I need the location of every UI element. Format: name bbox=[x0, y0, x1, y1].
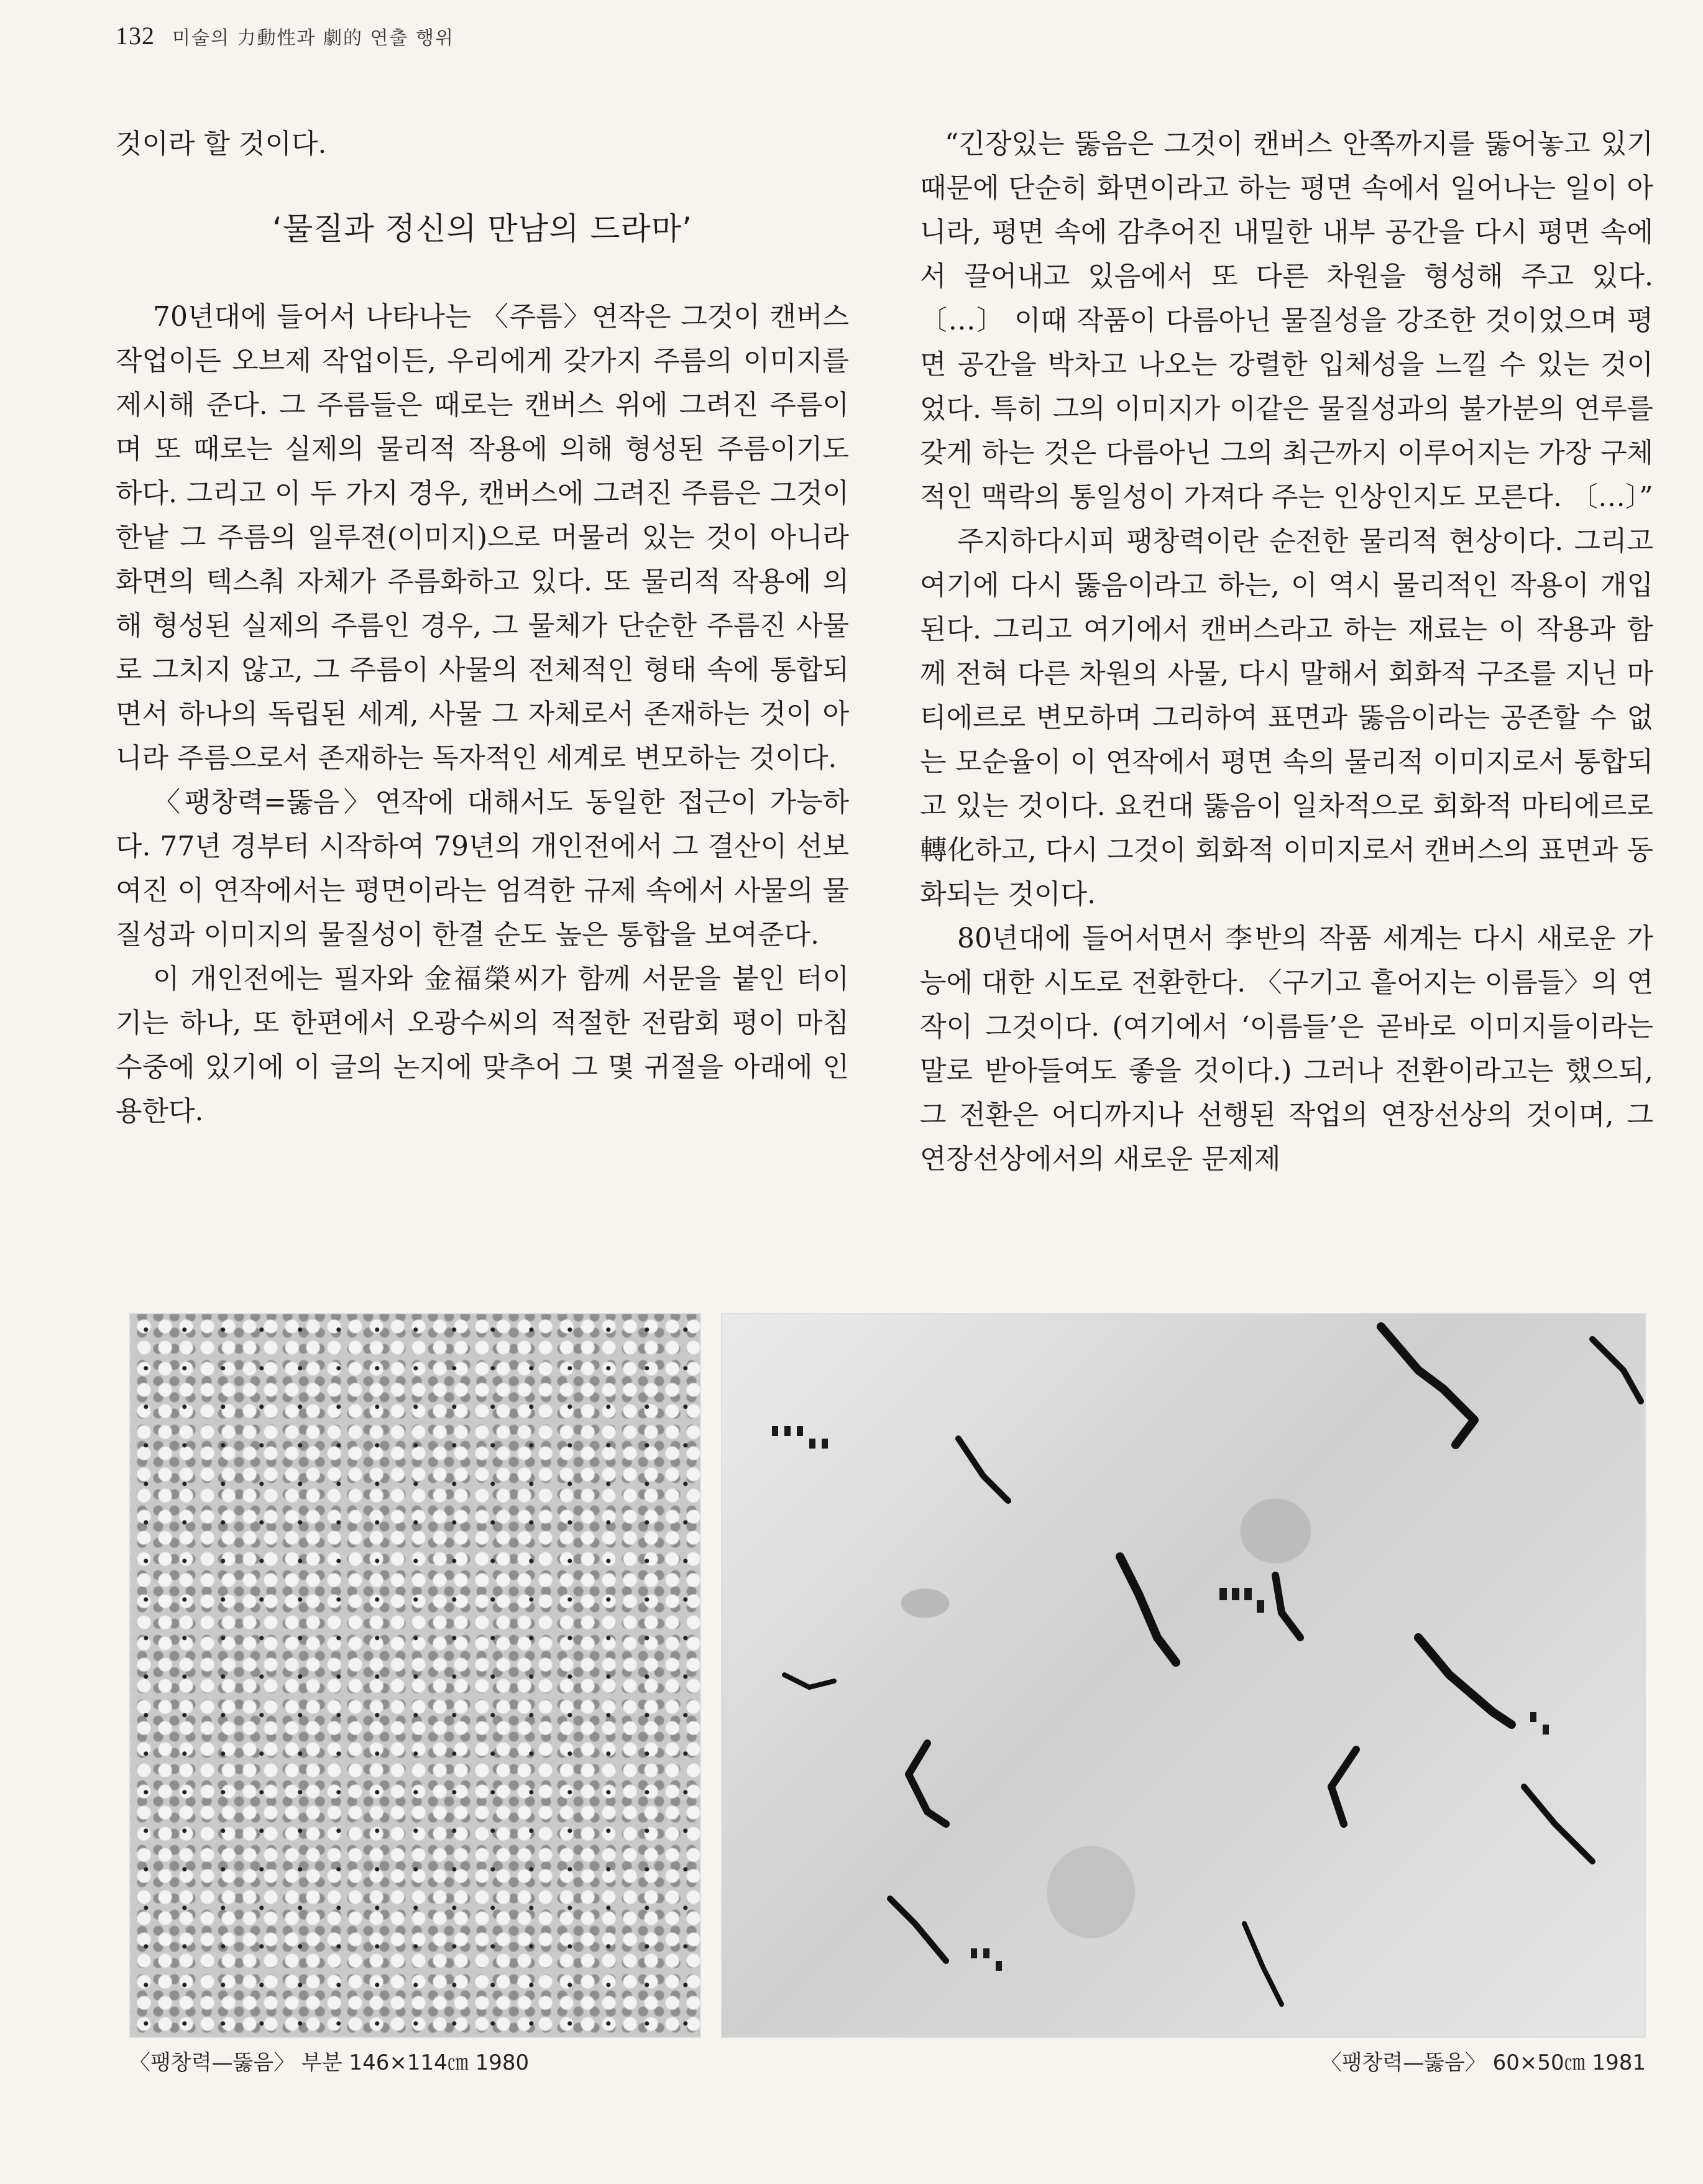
block-quote: “긴장있는 뚫음은 그것이 캔버스 안쪽까지를 뚫어놓고 있기 때문에 단순히 화면이라고 하는 평면 속에서 일어나는 일이 아니라, 평면 속에 감추어진 내밀한 내부 공간을 다시 평면 속에서 끌어내고 있음에서 또 다른 차원을 형성해 주고 있다. 〔…〕 이때 작품이 다름아닌 물질성을 강조한 것이었으며 평면 공간을 박차고 나오는 강렬한 입체성을 느낄 수 있는 것이었다. 특히 그의 이미지가 이같은 물질성과의 불가분의 연루를 갖게 하는 것은 다름아닌 그의 최근까지 이루어지는 가장 구체적인 맥락의 통일성이 가져다 주는 인상인지도 모른다. 〔…〕” bbox=[920, 128, 1653, 513]
figure-caption-left: 〈팽창력—뚫음〉 부분 146×114㎝ 1980 bbox=[129, 2050, 530, 2075]
section-heading: ‘물질과 정신의 만남의 드라마’ bbox=[272, 211, 693, 247]
paragraph: 주지하다시피 팽창력이란 순전한 물리적 현상이다. 그리고 여기에 다시 뚫음이라고 하는, 이 역시 물리적인 작용이 개입된다. 그리고 여기에서 캔버스라고 하는 재료는 이 작용과 함께 전혀 다른 차원의 사물, 다시 말해서 회화적 구조를 지닌 마티에르로 변모하며 그리하여 표면과 뚫음이라는 공존할 수 없는 모순율이 이 연작에서 평면 속의 물리적 이미지로서 통합되고 있는 것이다. 요컨대 뚫음이 일차적으로 회화적 마티에르로 轉化하고, 다시 그것이 회화적 이미지로서 캔버스의 표면과 동화되는 것이다. bbox=[920, 525, 1653, 910]
running-title: 미술의 力動性과 劇的 연출 행위 bbox=[172, 27, 454, 49]
paragraph-continuation: 것이라 할 것이다. bbox=[116, 128, 327, 160]
left-column bbox=[116, 122, 849, 1133]
paragraph: 70년대에 들어서 나타나는 〈주름〉연작은 그것이 캔버스 작업이든 오브제 작업이든, 우리에게 갖가지 주름의 이미지를 제시해 준다. 그 주름들은 때로는 캔버스 위에 그려진 주름이며 또 때로는 실제의 물리적 작용에 의해 형성된 주름이기도 하다. 그리고 이 두 가지 경우, 캔버스에 그려진 주름은 그것이 한낱 그 주름의 일루젼(이미지)으로 머물러 있는 것이 아니라 화면의 텍스춰 자체가 주름화하고 있다. 또 물리적 작용에 의해 형성된 실제의 주름인 경우, 그 물체가 단순한 주름진 사물로 그치지 않고, 그 주름이 사물의 전체적인 형태 속에 통합되면서 하나의 독립된 세계, 사물 그 자체로서 존재하는 것이 아니라 주름으로서 존재하는 독자적인 세계로 변모하는 것이다. bbox=[116, 301, 849, 774]
paragraph: 이 개인전에는 필자와 金福榮씨가 함께 서문을 붙인 터이기는 하나, 또 한편에서 오광수씨의 적절한 전람회 평이 마침 수중에 있기에 이 글의 논지에 맞추어 그 몇 귀절을 아래에 인용한다. bbox=[116, 963, 849, 1127]
page-number: 132 bbox=[116, 22, 155, 50]
running-head bbox=[116, 21, 454, 58]
paragraph: 80년대에 들어서면서 李반의 작품 세계는 다시 새로운 가능에 대한 시도로 전환한다. 〈구기고 흩어지는 이름들〉의 연작이 그것이다. (여기에서 ‘이름들’은 곧바로 이미지들이라는 말로 받아들여도 좋을 것이다.) 그러나 전환이라고는 했으되, 그 전환은 어디까지나 선행된 작업의 연장선상의 것이며, 그 연장선상에서의 새로운 문제제 bbox=[920, 923, 1653, 1175]
crack-pattern bbox=[722, 1314, 1645, 2037]
figure-caption-right: 〈팽창력—뚫음〉 60×50㎝ 1981 bbox=[1320, 2050, 1646, 2075]
artwork-photo-left bbox=[129, 1313, 701, 2038]
right-column bbox=[920, 122, 1653, 1181]
paragraph: 〈팽창력=뚫음〉연작에 대해서도 동일한 접근이 가능하다. 77년 경부터 시작하여 79년의 개인전에서 그 결산이 선보여진 이 연작에서는 평면이라는 엄격한 규제 속에서 사물의 물질성과 이미지의 물질성이 한결 순도 높은 통합을 보여준다. bbox=[116, 786, 849, 951]
artwork-photo-right bbox=[721, 1313, 1646, 2038]
